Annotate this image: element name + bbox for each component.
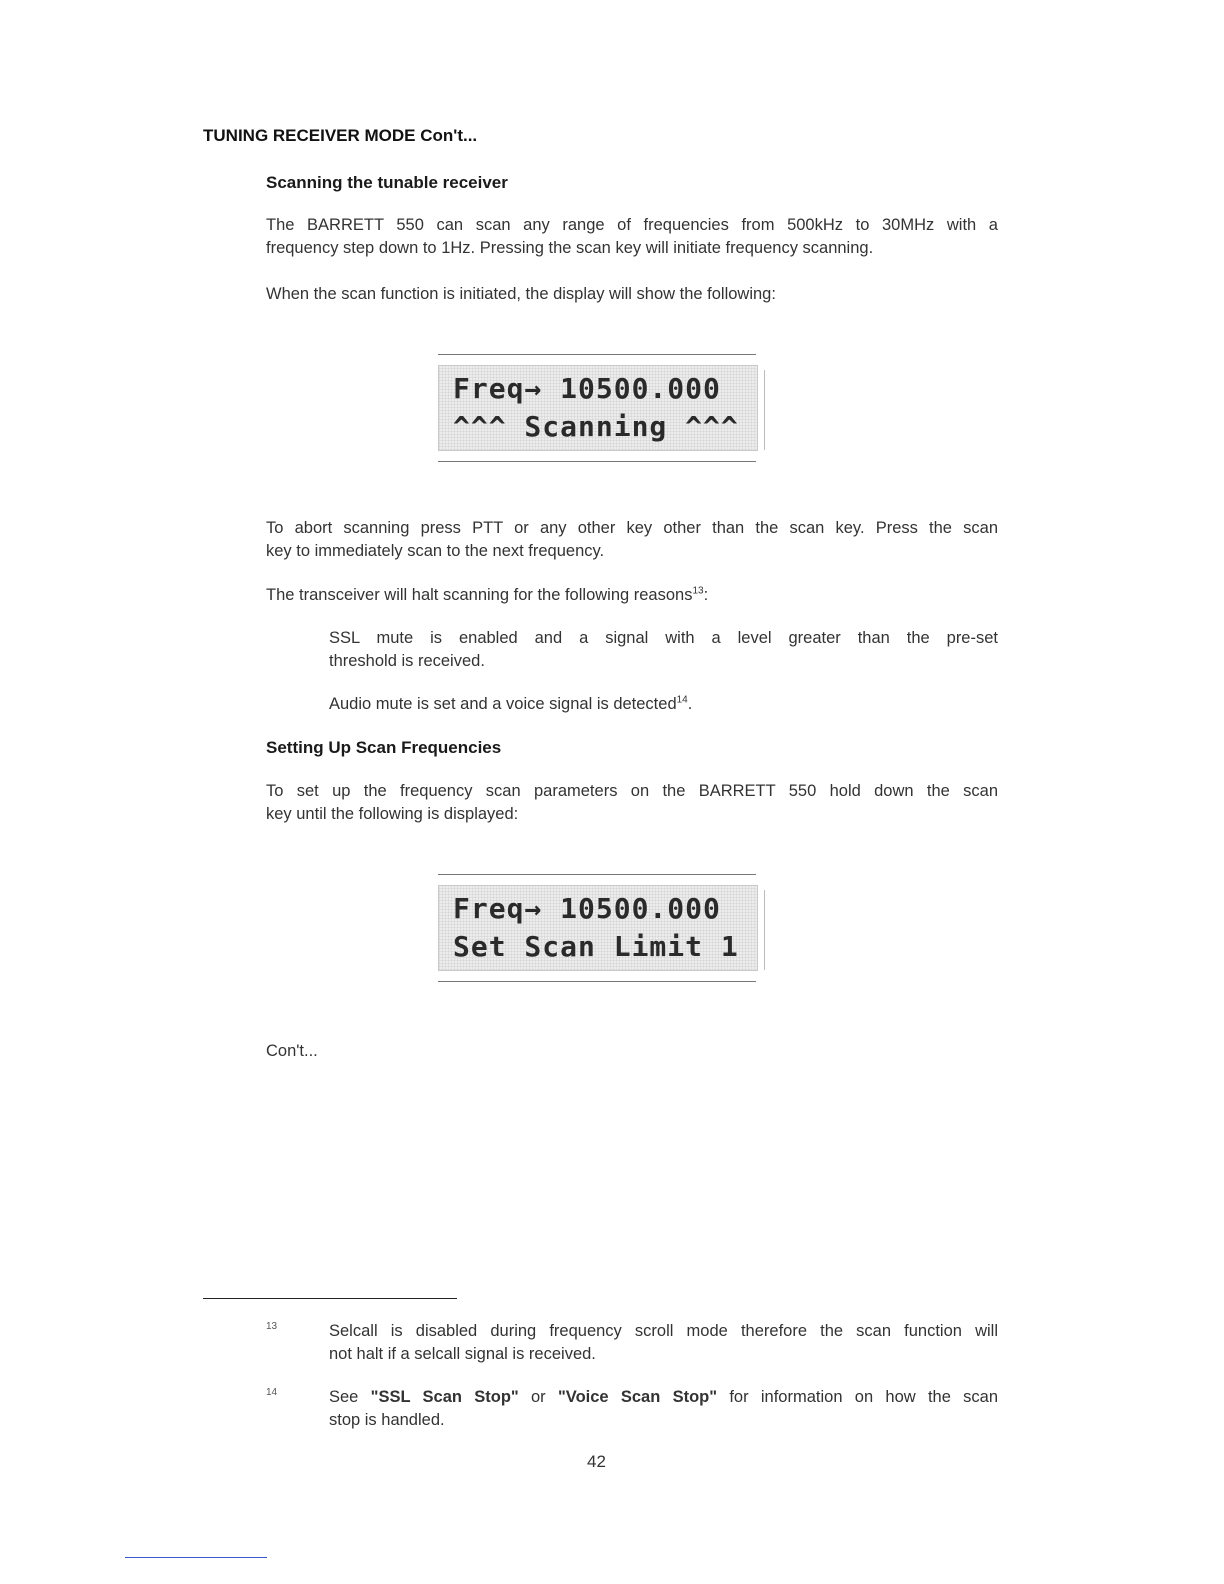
lcd-display-scanning [436, 354, 762, 462]
footnote-separator [203, 1298, 457, 1299]
scan-initiated-paragraph: When the scan function is initiated, the display will show the following: [266, 285, 776, 303]
setup-line-1: To set up the frequency scan parameters on the BARRETT 550 hold down the scan [266, 782, 998, 800]
lcd-side-rule [764, 370, 765, 450]
ssl-scan-stop-ref: "SSL Scan Stop" [370, 1388, 519, 1406]
scanning-heading: Scanning the tunable receiver [266, 173, 508, 192]
abort-line-1: To abort scanning press PTT or any other key other than the scan key. Press the scan [266, 519, 998, 537]
setup-paragraph [266, 780, 998, 826]
footnote-13-mark: 13 [266, 1321, 278, 1332]
lcd-bottom-rule [438, 461, 756, 462]
halt-reasons-paragraph [266, 584, 998, 607]
footnote-ref-13: 13 [692, 585, 704, 597]
reason-ssl-mute [329, 627, 998, 673]
halt-reasons-text: The transceiver will halt scanning for the following reasons [266, 586, 693, 604]
footnote-14-mid: or [518, 1388, 558, 1406]
footnote-13 [329, 1320, 998, 1366]
voice-scan-stop-ref: "Voice Scan Stop" [557, 1388, 718, 1406]
lcd-top-rule [438, 874, 756, 875]
footnote-14-post: for information on how the scan [717, 1388, 999, 1406]
footnote-14-pre: See [329, 1388, 371, 1406]
lcd-panel [438, 885, 758, 971]
lcd-line-1: Freq→ 10500.000 [453, 372, 721, 405]
footnote-13-line-1: Selcall is disabled during frequency scroll mode therefore the scan function will [329, 1322, 998, 1340]
footnote-14 [329, 1386, 998, 1432]
lcd-side-rule [764, 890, 765, 970]
footnote-14-mark: 14 [266, 1387, 278, 1398]
section-title: TUNING RECEIVER MODE Con't... [203, 126, 478, 145]
reason-ssl-line-2: threshold is received. [329, 652, 485, 670]
footnote-14-line-2: stop is handled. [329, 1411, 445, 1429]
footnote-14-line-1 [329, 1386, 998, 1409]
reason-audio-text: Audio mute is set and a voice signal is detected [329, 695, 677, 713]
setup-line-2: key until the following is displayed: [266, 805, 519, 823]
reason-audio-mute [329, 693, 998, 716]
scanning-intro-line-1: The BARRETT 550 can scan any range of frequencies from 500kHz to 30MHz with a [266, 216, 998, 234]
abort-line-2: key to immediately scan to the next frequency. [266, 542, 605, 560]
lcd-line-1: Freq→ 10500.000 [453, 892, 721, 925]
lcd-line-2: Set Scan Limit 1 [453, 930, 739, 963]
halt-reasons-colon: : [703, 586, 709, 604]
lcd-bottom-rule [438, 981, 756, 982]
lcd-display-set-scan-limit [436, 874, 762, 982]
footnote-13-line-2: not halt if a selcall signal is received. [329, 1345, 596, 1363]
abort-scanning-paragraph [266, 517, 998, 563]
lcd-line-2: ^^^ Scanning ^^^ [453, 410, 739, 443]
scanning-intro-paragraph [266, 214, 998, 260]
footnote-ref-14: 14 [676, 694, 688, 706]
reason-audio-period: . [687, 695, 693, 713]
bottom-edge-rule [125, 1557, 267, 1558]
continued-label: Con't... [266, 1042, 318, 1060]
reason-ssl-line-1: SSL mute is enabled and a signal with a level greater than the pre-set [329, 629, 998, 647]
scanning-intro-line-2: frequency step down to 1Hz. Pressing the scan key will initiate frequency scanning. [266, 239, 874, 257]
setup-heading: Setting Up Scan Frequencies [266, 738, 502, 757]
page-number: 42 [587, 1452, 606, 1471]
lcd-top-rule [438, 354, 756, 355]
lcd-panel [438, 365, 758, 451]
